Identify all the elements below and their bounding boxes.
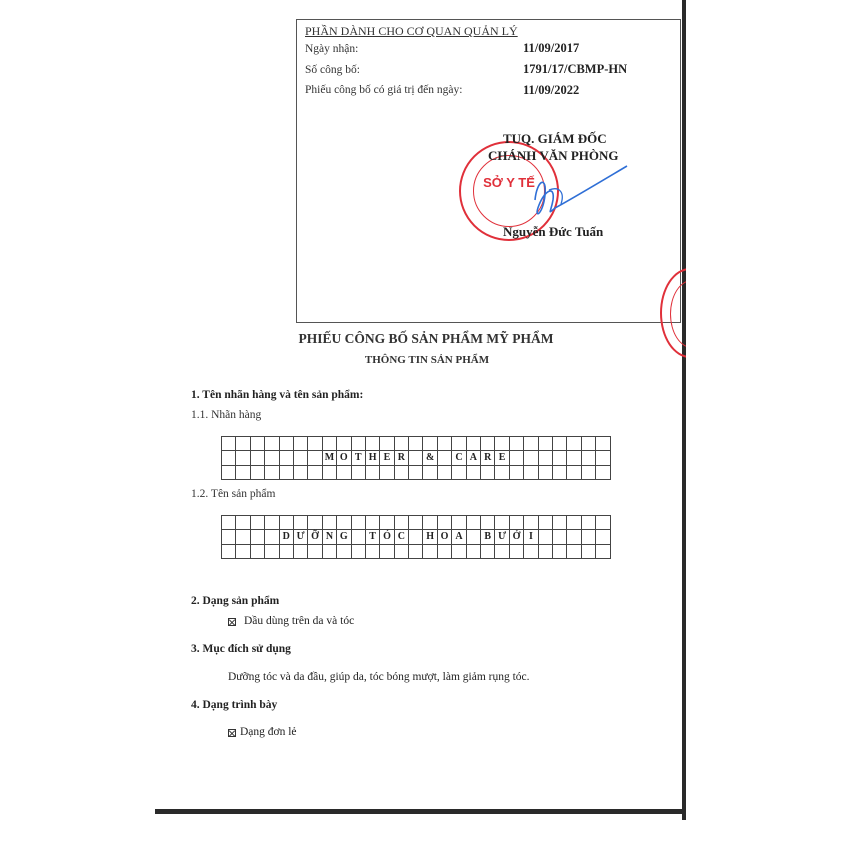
product-letter-cell bbox=[481, 545, 495, 559]
product-name-label: 1.2. Tên sản phẩm bbox=[191, 488, 276, 500]
brand-letter-cell bbox=[539, 437, 553, 451]
product-letter-cell bbox=[438, 516, 452, 530]
brand-letter-cell bbox=[495, 466, 509, 480]
product-letter-cell: N bbox=[323, 530, 337, 544]
brand-letter-cell bbox=[553, 437, 567, 451]
brand-letter-cell bbox=[452, 437, 466, 451]
product-letter-cell bbox=[366, 516, 380, 530]
brand-letter-cell bbox=[438, 466, 452, 480]
brand-letter-cell: E bbox=[380, 451, 394, 465]
brand-letter-cell bbox=[467, 466, 481, 480]
product-letter-cell bbox=[251, 545, 265, 559]
brand-letter-cell bbox=[510, 466, 524, 480]
product-letter-cell bbox=[510, 516, 524, 530]
brand-letter-cell bbox=[553, 466, 567, 480]
product-letter-cell bbox=[567, 516, 581, 530]
page-edge-right bbox=[682, 0, 686, 820]
brand-letter-cell bbox=[236, 466, 250, 480]
product-letter-cell bbox=[582, 530, 596, 544]
brand-letter-cell bbox=[236, 451, 250, 465]
product-letter-grid bbox=[221, 515, 611, 559]
brand-letter-cell bbox=[553, 451, 567, 465]
brand-letter-cell bbox=[323, 437, 337, 451]
signer-title-line2: CHÁNH VĂN PHÒNG bbox=[488, 148, 619, 163]
brand-letter-cell bbox=[265, 466, 279, 480]
brand-letter-cell bbox=[280, 437, 294, 451]
product-letter-cell bbox=[265, 516, 279, 530]
brand-letter-cell bbox=[294, 437, 308, 451]
product-letter-cell: C bbox=[395, 530, 409, 544]
section4-heading: 4. Dạng trình bày bbox=[191, 699, 278, 711]
product-letter-cell bbox=[395, 516, 409, 530]
product-letter-cell bbox=[596, 516, 610, 530]
brand-letter-cell: T bbox=[352, 451, 366, 465]
brand-label: 1.1. Nhãn hàng bbox=[191, 409, 262, 421]
brand-letter-cell: M bbox=[323, 451, 337, 465]
brand-letter-cell bbox=[409, 437, 423, 451]
announcement-number-label: Số công bố: bbox=[305, 64, 360, 76]
product-letter-cell bbox=[553, 530, 567, 544]
product-letter-cell: B bbox=[481, 530, 495, 544]
product-letter-cell bbox=[352, 545, 366, 559]
product-form-option: Dầu dùng trên da và tóc bbox=[244, 615, 355, 627]
product-letter-cell bbox=[352, 516, 366, 530]
product-letter-cell: Ư bbox=[495, 530, 509, 544]
brand-letter-cell bbox=[222, 451, 236, 465]
product-letter-cell bbox=[366, 545, 380, 559]
brand-letter-cell bbox=[524, 466, 538, 480]
product-letter-cell bbox=[438, 545, 452, 559]
product-letter-cell bbox=[539, 516, 553, 530]
product-letter-cell bbox=[582, 545, 596, 559]
product-letter-cell: Ỡ bbox=[308, 530, 322, 544]
brand-letter-cell bbox=[582, 466, 596, 480]
page-edge-bottom bbox=[155, 809, 686, 814]
presentation-option: Dạng đơn lẻ bbox=[240, 726, 297, 738]
brand-letter-cell bbox=[395, 437, 409, 451]
product-letter-cell bbox=[409, 530, 423, 544]
valid-until-label: Phiếu công bố có giá trị đến ngày: bbox=[305, 84, 463, 96]
received-date-label: Ngày nhận: bbox=[305, 43, 359, 55]
brand-letter-cell bbox=[524, 437, 538, 451]
brand-letter-cell bbox=[582, 451, 596, 465]
brand-letter-cell bbox=[582, 437, 596, 451]
product-letter-cell bbox=[323, 545, 337, 559]
product-letter-cell bbox=[596, 530, 610, 544]
brand-letter-cell bbox=[280, 451, 294, 465]
product-letter-cell bbox=[452, 545, 466, 559]
brand-letter-cell bbox=[280, 466, 294, 480]
section3-heading: 3. Mục đích sử dụng bbox=[191, 643, 291, 655]
product-letter-cell bbox=[380, 516, 394, 530]
brand-letter-cell bbox=[481, 466, 495, 480]
brand-letter-cell bbox=[265, 437, 279, 451]
product-letter-cell bbox=[423, 516, 437, 530]
product-letter-cell bbox=[510, 545, 524, 559]
brand-letter-cell bbox=[539, 466, 553, 480]
brand-letter-cell bbox=[510, 451, 524, 465]
brand-letter-cell bbox=[380, 466, 394, 480]
product-letter-cell bbox=[467, 516, 481, 530]
product-letter-cell bbox=[553, 516, 567, 530]
product-letter-cell: T bbox=[366, 530, 380, 544]
received-date-value: 11/09/2017 bbox=[523, 41, 580, 55]
signer-name: Nguyễn Đức Tuấn bbox=[503, 224, 604, 239]
product-letter-cell bbox=[352, 530, 366, 544]
product-letter-cell bbox=[308, 545, 322, 559]
brand-letter-cell bbox=[337, 437, 351, 451]
product-letter-cell bbox=[337, 516, 351, 530]
valid-until-value: 11/09/2022 bbox=[523, 83, 580, 97]
product-letter-cell bbox=[423, 545, 437, 559]
product-letter-cell bbox=[495, 516, 509, 530]
product-letter-cell: Ở bbox=[510, 530, 524, 544]
brand-letter-cell bbox=[395, 466, 409, 480]
brand-letter-cell: O bbox=[337, 451, 351, 465]
product-letter-cell bbox=[582, 516, 596, 530]
product-letter-cell bbox=[236, 516, 250, 530]
brand-letter-cell: R bbox=[395, 451, 409, 465]
brand-letter-cell: A bbox=[467, 451, 481, 465]
announcement-number-value: 1791/17/CBMP-HN bbox=[523, 62, 628, 76]
brand-letter-cell bbox=[366, 466, 380, 480]
product-letter-cell: Ó bbox=[380, 530, 394, 544]
brand-letter-cell bbox=[423, 466, 437, 480]
brand-letter-cell bbox=[236, 437, 250, 451]
brand-letter-cell bbox=[596, 466, 610, 480]
product-letter-cell bbox=[323, 516, 337, 530]
product-letter-cell bbox=[553, 545, 567, 559]
product-letter-cell bbox=[236, 545, 250, 559]
brand-letter-cell bbox=[567, 451, 581, 465]
handwritten-signature bbox=[525, 160, 635, 230]
product-letter-cell: D bbox=[280, 530, 294, 544]
stamp-text: SỞ Y TẾ bbox=[483, 175, 535, 190]
brand-letter-cell: E bbox=[495, 451, 509, 465]
brand-letter-cell bbox=[524, 451, 538, 465]
product-letter-cell bbox=[265, 530, 279, 544]
brand-letter-cell bbox=[222, 437, 236, 451]
signer-title-line1: TUQ. GIÁM ĐỐC bbox=[503, 131, 607, 146]
product-letter-cell bbox=[236, 530, 250, 544]
brand-letter-cell bbox=[495, 437, 509, 451]
product-letter-cell bbox=[337, 545, 351, 559]
product-letter-cell bbox=[251, 530, 265, 544]
product-letter-cell bbox=[308, 516, 322, 530]
brand-letter-cell bbox=[251, 451, 265, 465]
brand-letter-cell: & bbox=[423, 451, 437, 465]
product-letter-cell bbox=[280, 516, 294, 530]
product-letter-cell bbox=[539, 530, 553, 544]
brand-letter-cell bbox=[510, 437, 524, 451]
product-letter-cell bbox=[481, 516, 495, 530]
product-letter-cell bbox=[395, 545, 409, 559]
brand-letter-cell bbox=[438, 437, 452, 451]
brand-letter-cell bbox=[467, 437, 481, 451]
admin-title: PHẦN DÀNH CHO CƠ QUAN QUẢN LÝ bbox=[305, 24, 518, 38]
brand-letter-cell bbox=[596, 451, 610, 465]
usage-purpose-text: Dưỡng tóc và da đầu, giúp da, tóc bóng mượt, làm giảm rụng tóc. bbox=[228, 671, 530, 683]
brand-letter-cell bbox=[567, 437, 581, 451]
brand-letter-cell bbox=[481, 437, 495, 451]
brand-letter-cell bbox=[438, 451, 452, 465]
product-letter-cell bbox=[467, 530, 481, 544]
brand-letter-cell bbox=[352, 437, 366, 451]
brand-letter-cell bbox=[337, 466, 351, 480]
product-letter-cell bbox=[294, 516, 308, 530]
product-letter-cell bbox=[567, 530, 581, 544]
brand-letter-cell bbox=[596, 437, 610, 451]
product-letter-cell bbox=[222, 530, 236, 544]
brand-letter-cell bbox=[308, 437, 322, 451]
brand-letter-cell bbox=[308, 466, 322, 480]
product-letter-cell bbox=[265, 545, 279, 559]
brand-letter-cell bbox=[409, 466, 423, 480]
brand-letter-cell bbox=[294, 451, 308, 465]
brand-letter-cell bbox=[251, 466, 265, 480]
brand-letter-cell bbox=[323, 466, 337, 480]
product-letter-cell bbox=[567, 545, 581, 559]
product-letter-cell bbox=[222, 516, 236, 530]
brand-letter-cell: H bbox=[366, 451, 380, 465]
brand-letter-cell bbox=[380, 437, 394, 451]
product-letter-cell bbox=[222, 545, 236, 559]
section1-heading: 1. Tên nhãn hàng và tên sản phẩm: bbox=[191, 389, 364, 401]
product-letter-cell: Ư bbox=[294, 530, 308, 544]
product-letter-cell: A bbox=[452, 530, 466, 544]
presentation-checkbox[interactable] bbox=[228, 729, 236, 737]
product-letter-cell: O bbox=[438, 530, 452, 544]
brand-letter-cell bbox=[452, 466, 466, 480]
brand-letter-cell bbox=[366, 437, 380, 451]
product-letter-cell bbox=[467, 545, 481, 559]
brand-letter-grid bbox=[221, 436, 611, 480]
document-subtitle: THÔNG TIN SẢN PHẨM bbox=[364, 354, 490, 366]
brand-letter-cell: R bbox=[481, 451, 495, 465]
section2-heading: 2. Dạng sản phẩm bbox=[191, 595, 280, 607]
product-letter-cell: H bbox=[423, 530, 437, 544]
product-letter-cell: I bbox=[524, 530, 538, 544]
product-letter-cell bbox=[280, 545, 294, 559]
product-letter-cell bbox=[251, 516, 265, 530]
product-letter-cell bbox=[294, 545, 308, 559]
brand-letter-cell: C bbox=[452, 451, 466, 465]
brand-letter-cell bbox=[539, 451, 553, 465]
brand-letter-cell bbox=[308, 451, 322, 465]
product-letter-cell bbox=[539, 545, 553, 559]
product-letter-cell bbox=[524, 516, 538, 530]
brand-letter-cell bbox=[352, 466, 366, 480]
product-letter-cell bbox=[380, 545, 394, 559]
product-letter-cell bbox=[495, 545, 509, 559]
brand-letter-cell bbox=[567, 466, 581, 480]
brand-letter-cell bbox=[409, 451, 423, 465]
product-letter-cell bbox=[409, 516, 423, 530]
brand-letter-cell bbox=[265, 451, 279, 465]
product-form-checkbox[interactable] bbox=[228, 618, 236, 626]
brand-letter-cell bbox=[294, 466, 308, 480]
product-letter-cell bbox=[452, 516, 466, 530]
brand-letter-cell bbox=[423, 437, 437, 451]
product-letter-cell bbox=[524, 545, 538, 559]
product-letter-cell bbox=[409, 545, 423, 559]
document-title: PHIẾU CÔNG BỐ SẢN PHẨM MỸ PHẨM bbox=[298, 331, 554, 346]
brand-letter-cell bbox=[222, 466, 236, 480]
product-letter-cell: G bbox=[337, 530, 351, 544]
product-letter-cell bbox=[596, 545, 610, 559]
brand-letter-cell bbox=[251, 437, 265, 451]
